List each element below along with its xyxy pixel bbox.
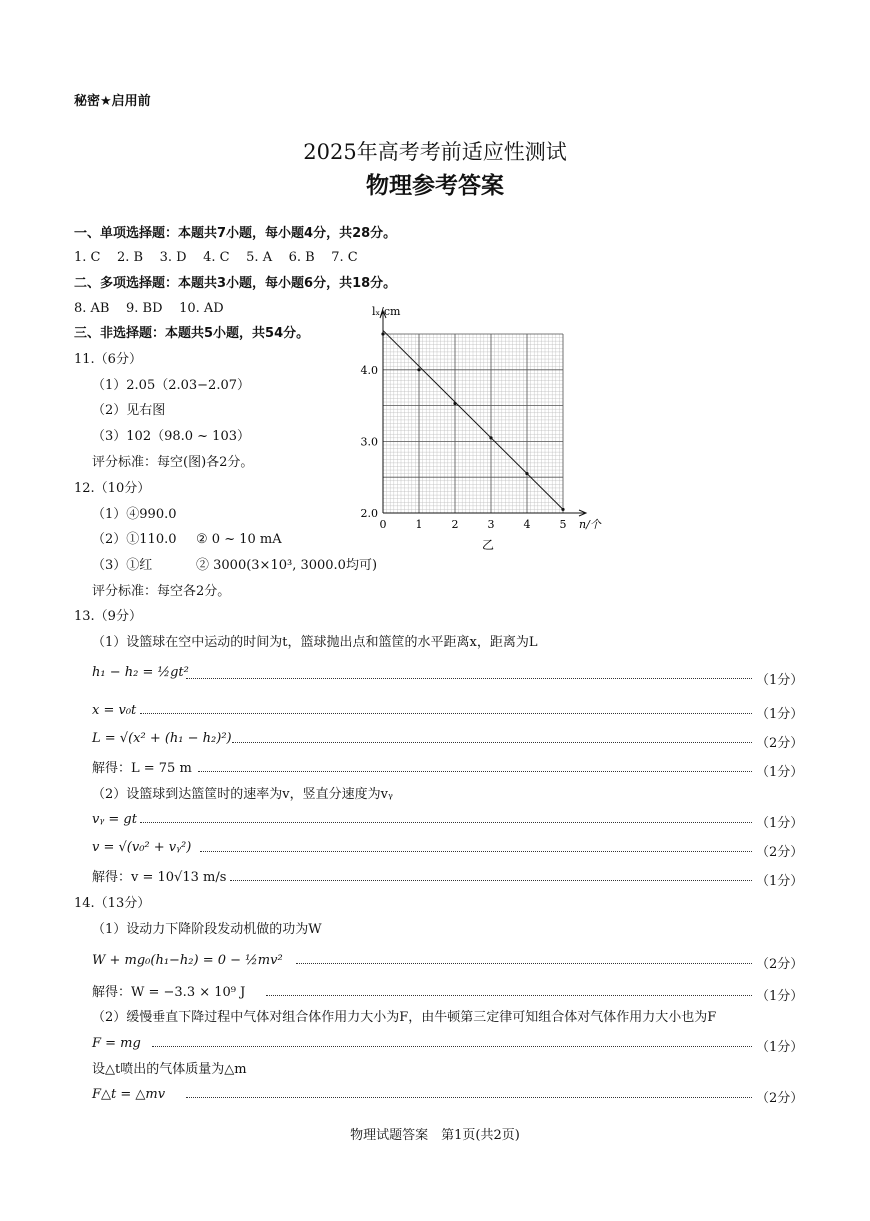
leader-dots	[200, 851, 752, 852]
q12-line-3b: ② 3000(3×10³, 3000.0均可)	[196, 558, 378, 573]
q14-eq-1: W + mg₀(h₁−h₂) = 0 − ½mv²	[92, 953, 283, 968]
data-point	[561, 508, 564, 511]
q12-line-2a: （2）①110.0	[92, 532, 177, 547]
leader-dots	[266, 995, 752, 996]
chart-caption: 乙	[481, 538, 495, 552]
answer-5: 5. A	[246, 250, 273, 265]
graph-chart	[350, 300, 630, 560]
leader-dots	[186, 1097, 752, 1098]
leader-dots	[140, 713, 752, 714]
data-point	[453, 402, 456, 405]
leader-dots	[232, 742, 752, 743]
q13-score-2: （1分）	[756, 707, 804, 722]
data-point	[489, 436, 492, 439]
q11-line-4: 评分标准：每空(图)各2分。	[92, 455, 254, 470]
q14-score-1: （2分）	[756, 957, 804, 972]
secret-label: 秘密★启用前	[74, 94, 151, 109]
y-tick-label: 3.0	[360, 435, 378, 449]
x-tick-label: 0	[379, 518, 387, 531]
answer-8: 8. AB	[74, 301, 110, 316]
answer-7: 7. C	[331, 250, 358, 265]
leader-dots	[140, 822, 752, 823]
leader-dots	[186, 678, 752, 679]
q13-eq-4: 解得：L = 75 m	[92, 761, 192, 776]
q14-score-4: （2分）	[756, 1091, 804, 1106]
grid-fine	[383, 334, 563, 513]
answer-9: 9. BD	[126, 301, 163, 316]
q11-line-1: （1）2.05（2.03−2.07）	[92, 378, 250, 393]
section-1-answers	[74, 250, 358, 266]
answer-6: 6. B	[288, 250, 315, 265]
x-tick-label: 4	[523, 518, 531, 531]
page-footer: 物理试题答案 第1页(共2页)	[350, 1128, 520, 1143]
x-axis-label: n/个	[579, 518, 601, 531]
q14-para-3: 设△t喷出的气体质量为△m	[92, 1062, 247, 1077]
q13-score-4: （1分）	[756, 765, 804, 780]
q13-eq-2: x = v₀t	[92, 703, 137, 718]
axes	[380, 311, 586, 516]
answer-1: 1. C	[74, 250, 101, 265]
x-tick-label: 5	[559, 518, 567, 531]
q12-line-4: 评分标准：每空各2分。	[92, 584, 231, 599]
q13-eq-5: vᵧ = gt	[92, 812, 137, 827]
q13-score-5: （1分）	[756, 816, 804, 831]
section-2-title: 二、多项选择题：本题共3小题，每小题6分，共18分。	[74, 276, 397, 291]
q12-line-1: （1）④990.0	[92, 507, 177, 522]
q14-eq-2: 解得：W = −3.3 × 10⁹ J	[92, 985, 246, 1000]
leader-dots	[198, 771, 752, 772]
x-tick-label: 2	[451, 518, 459, 531]
y-axis-label: lₓ/cm	[372, 305, 401, 318]
q12-line-2b: ② 0 ~ 10 mA	[196, 532, 282, 547]
q14-score-3: （1分）	[756, 1040, 804, 1055]
q14-head: 14.（13分）	[74, 896, 151, 911]
leader-dots	[152, 1046, 752, 1047]
y-tick-label: 4.0	[360, 363, 378, 377]
section-3-title: 三、非选择题：本题共5小题，共54分。	[74, 326, 310, 341]
answer-3: 3. D	[159, 250, 187, 265]
q13-eq-3: L = √(x² + (h₁ − h₂)²)	[92, 731, 232, 746]
q13-eq-6: v = √(v₀² + vᵧ²)	[92, 840, 192, 855]
data-point	[525, 472, 528, 475]
q14-para-1: （1）设动力下降阶段发动机做的功为W	[92, 922, 322, 937]
q11-head: 11.（6分）	[74, 352, 142, 367]
data-point	[417, 368, 420, 371]
q13-para-1: （1）设篮球在空中运动的时间为t，篮球抛出点和篮筐的水平距离x，距离为L	[92, 635, 538, 650]
q13-score-6: （2分）	[756, 845, 804, 860]
answer-10: 10. AD	[179, 301, 224, 316]
q13-score-3: （2分）	[756, 736, 804, 751]
q13-para-2: （2）设篮球到达篮筐时的速率为v，竖直分速度为vᵧ	[92, 787, 393, 802]
q14-eq-3: F = mg	[92, 1036, 141, 1051]
leader-dots	[230, 880, 752, 881]
section-1-title: 一、单项选择题：本题共7小题，每小题4分，共28分。	[74, 226, 397, 241]
data-point	[381, 332, 384, 335]
q12-line-3a: （3）①红	[92, 558, 153, 573]
q12-head: 12.（10分）	[74, 481, 151, 496]
answer-2: 2. B	[117, 250, 144, 265]
q13-score-1: （1分）	[756, 673, 804, 688]
q13-eq-7: 解得：v = 10√13 m/s	[92, 870, 227, 885]
q13-eq-1: h₁ − h₂ = ½gt²	[92, 665, 189, 680]
leader-dots	[296, 963, 752, 964]
q14-eq-4: F△t = △mv	[92, 1087, 166, 1102]
page-title: 2025年高考考前适应性测试	[303, 140, 567, 164]
page-subtitle: 物理参考答案	[366, 173, 504, 199]
y-tick-label: 2.0	[360, 507, 378, 520]
q11-line-3: （3）102（98.0 ~ 103）	[92, 429, 250, 444]
q11-line-2: （2）见右图	[92, 403, 166, 418]
answer-4: 4. C	[203, 250, 230, 265]
section-2-answers	[74, 301, 224, 317]
x-tick-label: 3	[487, 518, 495, 531]
q13-score-7: （1分）	[756, 874, 804, 889]
q14-para-2: （2）缓慢垂直下降过程中气体对组合体作用力大小为F，由牛顿第三定律可知组合体对气体作用力大小也为F	[92, 1010, 717, 1025]
x-tick-label: 1	[415, 518, 423, 531]
q14-score-2: （1分）	[756, 989, 804, 1004]
q13-head: 13.（9分）	[74, 609, 142, 624]
